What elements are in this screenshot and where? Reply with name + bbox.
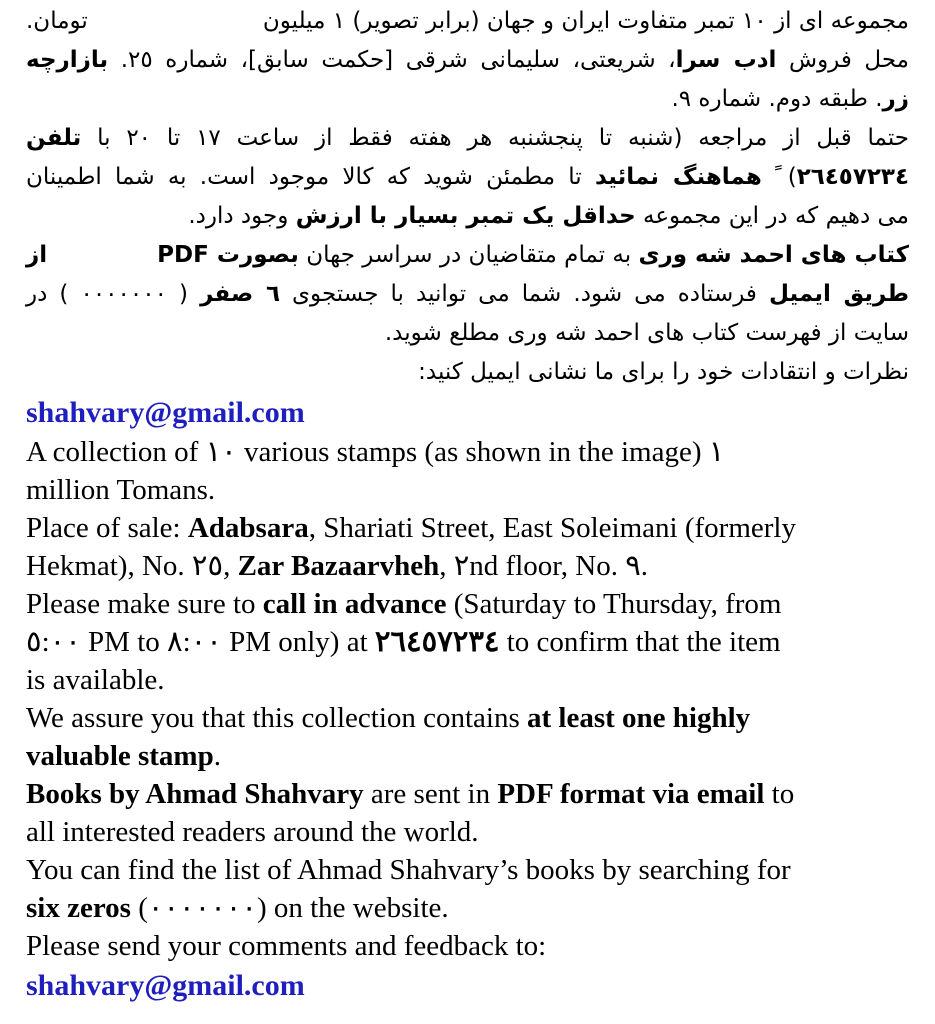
- en-books-author-bold: Books by Ahmad Shahvary: [26, 778, 364, 810]
- fa-zeros-paren: ( ٠٠٠٠٠٠٠ ) در: [26, 281, 201, 307]
- en-line-feedback: Please send your comments and feedback to:: [26, 930, 547, 962]
- english-section: [26, 433, 909, 965]
- en-line-collection-2: million Tomans.: [26, 474, 216, 506]
- en-line-assure-1: [26, 699, 909, 737]
- fa-place-address: ، شریعتی، سلیمانی شرقی [حکمت سابق]، شماره ٢٥.: [108, 47, 676, 73]
- fa-zar-bold: زر: [882, 86, 909, 112]
- fa-az-bold: از: [26, 242, 48, 268]
- fa-books-author-bold: کتاب های احمد شه وری: [638, 242, 909, 268]
- en-line-call-2: [26, 623, 909, 661]
- en-hekmat-text: Hekmat), No. ٢٥,: [26, 550, 238, 582]
- fa-phone-label-bold: تلفن: [26, 125, 82, 151]
- en-place-suffix: , Shariati Street, East Soleimani (formerly: [308, 512, 796, 544]
- en-phone-number-bold: ٢٦٤٥٧٢٣٤: [374, 626, 500, 658]
- en-line-books-1: [26, 775, 909, 813]
- email-link-top[interactable]: shahvary@gmail.com: [26, 396, 305, 429]
- fa-line-call-hours: [26, 119, 909, 158]
- fa-line-place-of-sale: [26, 41, 909, 80]
- fa-line-collection: [26, 2, 909, 41]
- fa-via-email-bold: طریق ایمیل: [769, 281, 909, 307]
- en-six-zeros-bold: six zeros: [26, 892, 131, 924]
- en-valuable-stamp-bold: valuable stamp: [26, 740, 214, 772]
- fa-line-feedback: نظرات و انتقادات خود را برای ما نشانی ایمیل کنید:: [418, 359, 909, 385]
- fa-line-books: [26, 236, 909, 275]
- en-line-call-3: is available.: [26, 664, 165, 696]
- en-call-advance-bold: call in advance: [262, 588, 447, 620]
- en-line-place-1: [26, 509, 909, 547]
- en-line-search-2: [26, 889, 909, 927]
- fa-phone-number-bold: ٢٦٤٥٧٢٣٤: [796, 164, 909, 190]
- fa-coordinate-bold: هماهنگ نمائید: [594, 164, 762, 190]
- en-call-suffix: (Saturday to Thursday, from: [446, 588, 782, 620]
- en-books-suffix: to: [764, 778, 795, 810]
- fa-adabsara-bold: ادب سرا: [675, 47, 777, 73]
- en-confirm-text: to confirm that the item: [499, 626, 781, 658]
- fa-search-text: فرستاده می شود. شما می توانید با جستجوی: [279, 281, 770, 307]
- en-assure-period: .: [213, 740, 221, 772]
- fa-line-floor: [26, 80, 909, 119]
- fa-collection-text: مجموعه ای از ١٠ تمبر متفاوت ایران و جهان (برابر تصویر) ١ میلیون: [262, 8, 909, 34]
- fa-pdf-bold: بصورت PDF: [157, 242, 299, 268]
- en-line-assure-2: [26, 737, 909, 775]
- fa-floor-text: . طبقه دوم. شماره ٩.: [671, 86, 883, 112]
- en-assure-prefix: We assure you that this collection contains: [26, 702, 528, 734]
- email-link-bottom[interactable]: shahvary@gmail.com: [26, 969, 305, 1002]
- en-books-middle: are sent in: [363, 778, 498, 810]
- fa-toman-text: تومان.: [26, 8, 88, 34]
- fa-six-zeros-bold: ٦ صفر: [200, 281, 280, 307]
- fa-assure-prefix: می دهیم که در این مجموعه: [635, 203, 909, 229]
- fa-valuable-stamp-bold: حداقل یک تمبر بسیار با ارزش: [295, 203, 636, 229]
- fa-bazaar-bold: بازارچه: [26, 47, 109, 73]
- fa-phone-paren: ) ً: [761, 164, 797, 190]
- en-line-collection-1: A collection of ١٠ various stamps (as shown in the image) ١: [26, 436, 725, 468]
- fa-line-phone-number: [26, 158, 909, 197]
- en-zeros-text: (٠٠٠٠٠٠٠) on the website.: [130, 892, 449, 924]
- fa-call-hours-text: حتما قبل از مراجعه (شنبه تا پنجشنبه هر هفته فقط از ساعت ١٧ تا ٢٠ با: [81, 125, 910, 151]
- en-place-prefix: Place of sale:: [26, 512, 188, 544]
- en-adabsara-bold: Adabsara: [187, 512, 309, 544]
- fa-confirm-text: تا مطمئن شوید که کالا موجود است. به شما اطمینان: [26, 164, 595, 190]
- en-line-call-1: [26, 585, 909, 623]
- en-floor-text: , ٢nd floor, No. ٩.: [439, 550, 649, 582]
- email-line-bottom: [26, 965, 909, 1006]
- persian-section: [26, 2, 909, 392]
- en-line-place-2: [26, 547, 909, 585]
- fa-books-group: [157, 236, 909, 275]
- fa-books-middle: به تمام متقاضیان در سراسر جهان: [298, 242, 639, 268]
- fa-line-assurance: [26, 197, 909, 236]
- email-line-top: [26, 392, 909, 433]
- en-line-search-1: You can find the list of Ahmad Shahvary’s books by searching for: [26, 854, 791, 886]
- en-line-books-2: all interested readers around the world.: [26, 816, 479, 848]
- en-call-prefix: Please make sure to: [26, 588, 263, 620]
- en-highly-bold: at least one highly: [527, 702, 751, 734]
- fa-assure-suffix: وجود دارد.: [188, 203, 296, 229]
- en-zar-bazaar-bold: Zar Bazaarvheh: [237, 550, 440, 582]
- fa-line-site-list: سایت از فهرست کتاب های احمد شه وری مطلع شوید.: [384, 320, 909, 346]
- en-pdf-format-bold: PDF format via email: [497, 778, 765, 810]
- fa-line-email-send: [26, 275, 909, 314]
- en-hours-text: ٥:٠٠ PM to ٨:٠٠ PM only) at: [26, 626, 375, 658]
- fa-place-prefix: محل فروش: [776, 47, 909, 73]
